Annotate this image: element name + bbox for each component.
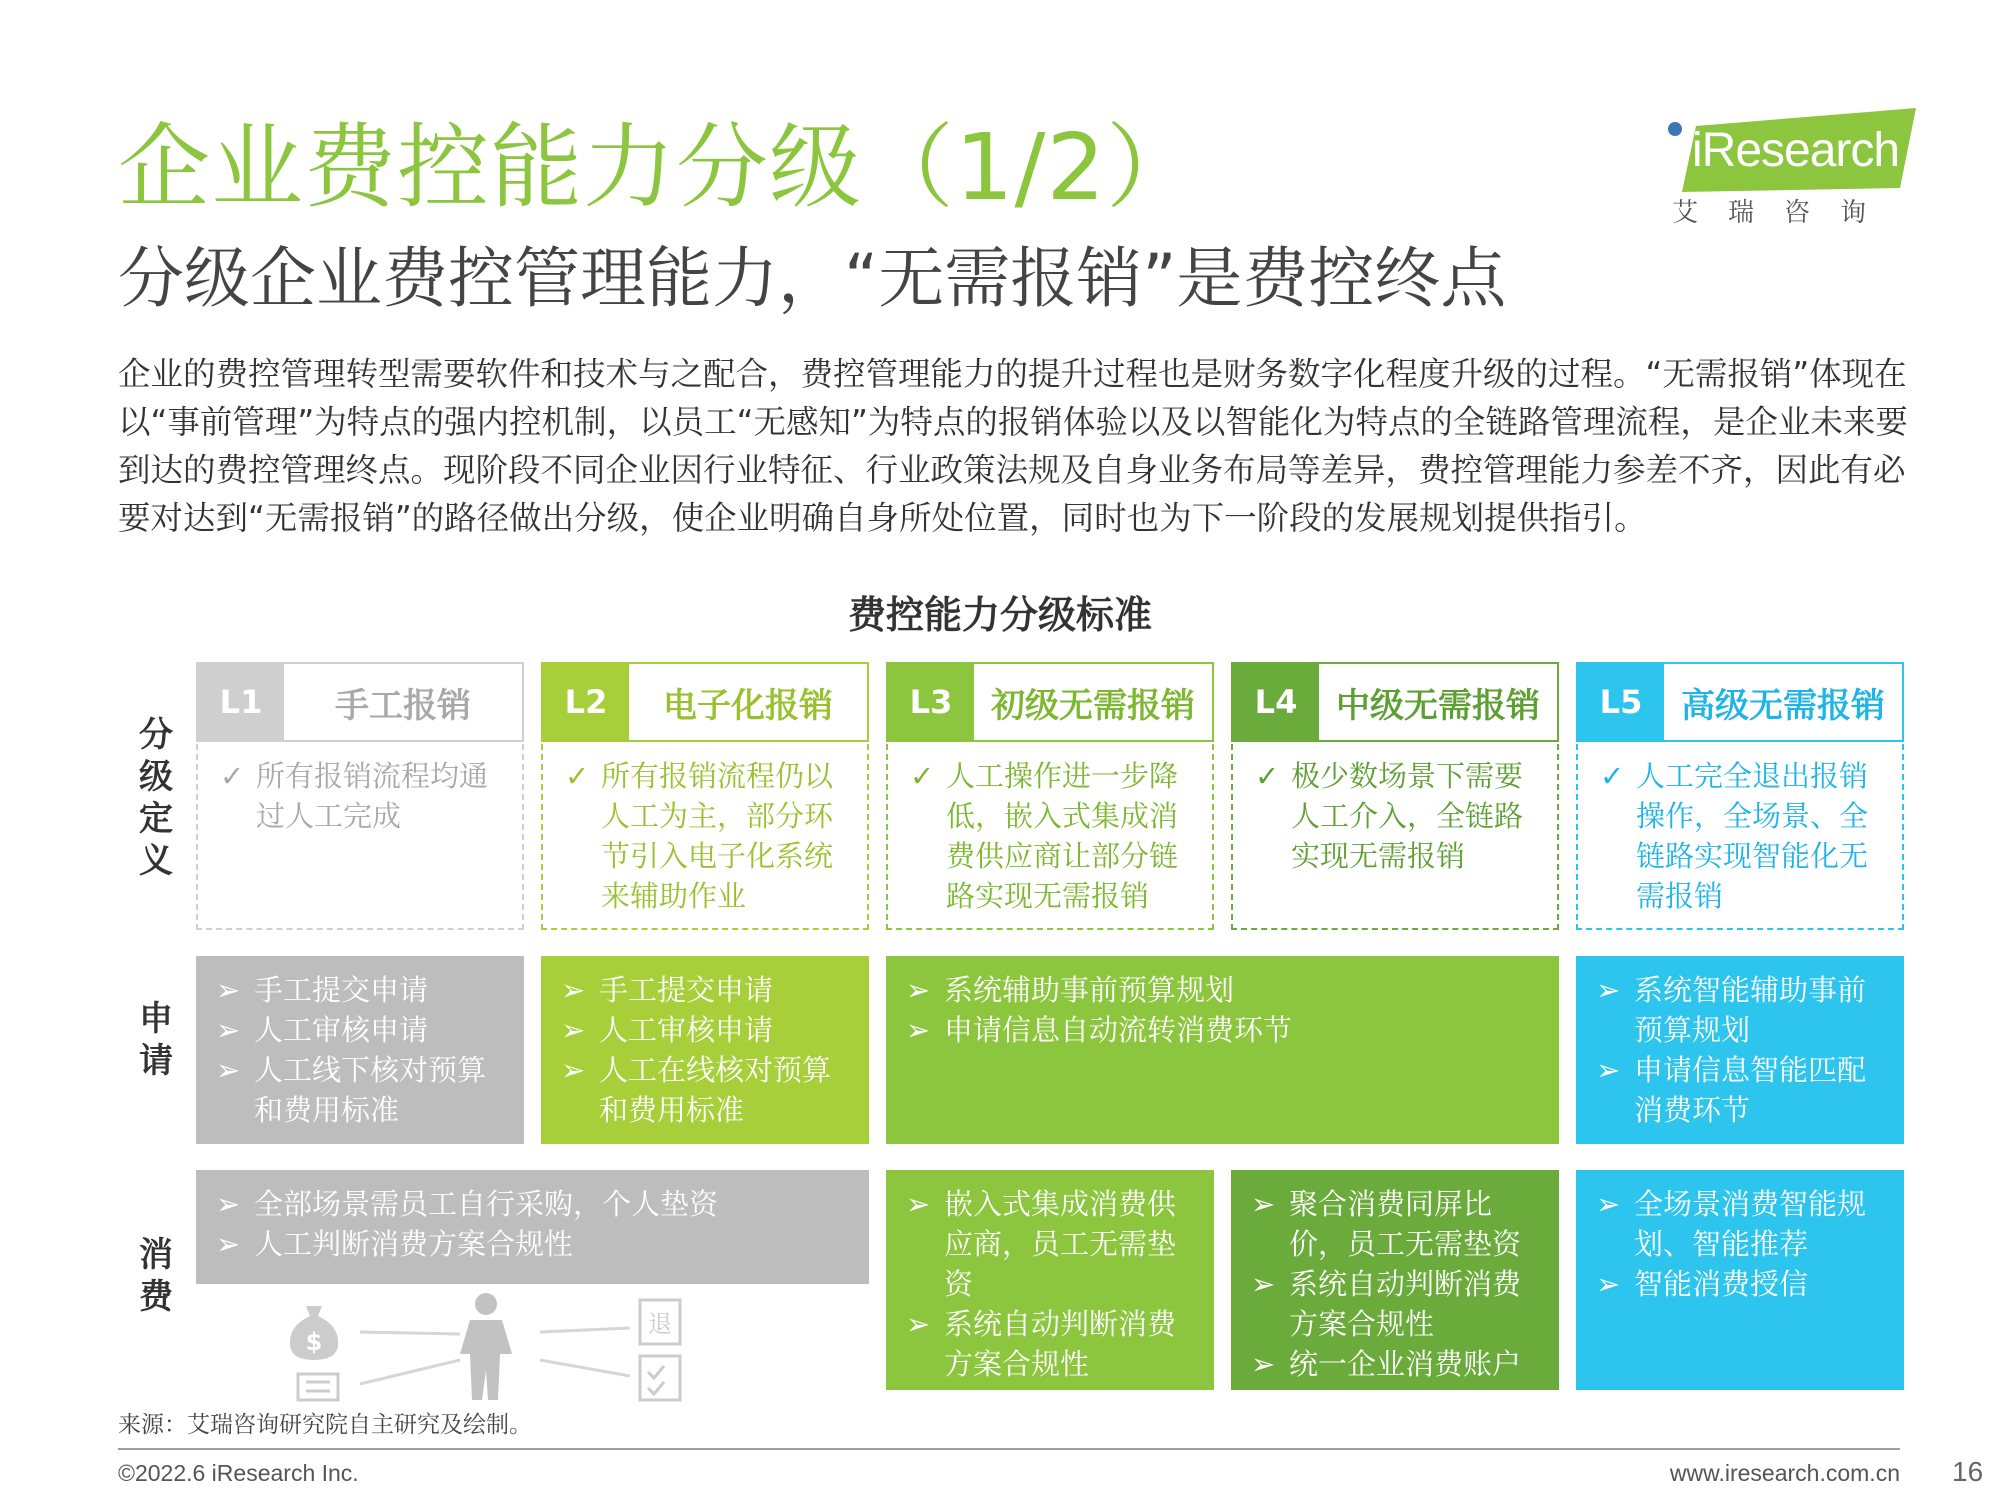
apply-text: 手工提交申请 xyxy=(599,973,774,1007)
arrow-icon: ➢ xyxy=(216,1013,241,1047)
apply-text: 手工提交申请 xyxy=(254,973,429,1007)
level-code: L3 xyxy=(888,664,974,740)
money-bag-icon xyxy=(290,1306,338,1360)
page-number: 16 xyxy=(1952,1456,1984,1487)
consume-box-l3 xyxy=(886,1170,1214,1390)
check-icon: ✓ xyxy=(910,759,935,793)
arrow-icon: ➢ xyxy=(561,1013,586,1047)
level-card-l3 xyxy=(886,662,1214,742)
level-name: 中级无需报销 xyxy=(1319,664,1557,740)
arrow-icon: ➢ xyxy=(1596,973,1621,1007)
consume-text: 全场景消费智能规划、智能推荐 xyxy=(1634,1187,1867,1261)
check-icon: ✓ xyxy=(565,759,590,793)
list-item xyxy=(906,970,1545,1010)
arrow-icon: ➢ xyxy=(906,1187,931,1221)
row-label-consume xyxy=(126,1234,186,1318)
consume-text: 智能消费授信 xyxy=(1634,1267,1809,1301)
checklist-icon xyxy=(640,1356,680,1400)
apply-text: 人工在线核对预算和费用标准 xyxy=(599,1053,832,1127)
arrow-icon: ➢ xyxy=(1251,1347,1276,1381)
arrow-icon: ➢ xyxy=(1251,1267,1276,1301)
definition-text: 所有报销流程仍以人工为主，部分环节引入电子化系统来辅助作业 xyxy=(601,759,834,913)
arrow-icon: ➢ xyxy=(906,1013,931,1047)
intro-paragraph: 企业的费控管理转型需要软件和技术与之配合，费控管理能力的提升过程也是财务数字化程度升级的过程。“无需报销”体现在以“事前管理”为特点的强内控机制，以员工“无感知”为特点的报销体验以及以智能化为特点的全链路管理流程，是企业未来要到达的费控管理终点。现阶段不同企业因行业特征、行业政策法规及自身业务布局等差异，费控管理能力参差不齐，因此有必要对达到“无需报销”的路径做出分级，使企业明确自身所处位置，同时也为下一阶段的发展规划提供指引。 xyxy=(118,355,1908,537)
website-link[interactable]: www.iresearch.com.cn xyxy=(1669,1460,1900,1486)
apply-text: 申请信息智能匹配消费环节 xyxy=(1634,1053,1867,1127)
definition-text: 人工完全退出报销操作，全场景、全链路实现智能化无需报销 xyxy=(1636,759,1869,913)
apply-box-l1 xyxy=(196,956,524,1144)
arrow-icon: ➢ xyxy=(1596,1267,1621,1301)
definition-box-l5 xyxy=(1576,744,1904,930)
consume-text: 聚合消费同屏比价，员工无需垫资 xyxy=(1289,1187,1522,1261)
list-item xyxy=(216,970,510,1010)
list-item xyxy=(1596,1264,1890,1304)
person-icon xyxy=(460,1293,512,1400)
invoice-icon xyxy=(298,1374,338,1400)
list-item xyxy=(561,1010,855,1050)
check-icon: ✓ xyxy=(1600,759,1625,793)
arrow-icon: ➢ xyxy=(216,1227,241,1261)
list-item xyxy=(906,1010,1545,1050)
dollar-symbol: $ xyxy=(305,1328,323,1356)
list-item xyxy=(216,1050,510,1130)
section-title: 费控能力分级标准 xyxy=(847,593,1152,637)
arrow-icon: ➢ xyxy=(561,973,586,1007)
row-label-definition xyxy=(126,714,186,882)
refund-document-icon xyxy=(640,1300,680,1344)
list-item xyxy=(216,1010,510,1050)
level-name: 手工报销 xyxy=(284,664,522,740)
consume-text: 系统自动判断消费方案合规性 xyxy=(1289,1267,1522,1341)
definition-text: 所有报销流程均通过人工完成 xyxy=(256,759,489,833)
row-label-apply xyxy=(126,998,186,1082)
definition-text: 极少数场景下需要人工介入，全链路实现无需报销 xyxy=(1291,759,1524,873)
list-item xyxy=(906,1304,1200,1384)
row-label-text: 申请 xyxy=(139,999,173,1081)
level-code: L2 xyxy=(543,664,629,740)
iresearch-logo xyxy=(1660,104,1916,232)
manual-reimbursement-illustration xyxy=(280,1292,700,1402)
refund-char: 退 xyxy=(648,1310,672,1338)
footer-divider xyxy=(118,1448,1900,1450)
arrow-icon: ➢ xyxy=(906,973,931,1007)
arrow-icon: ➢ xyxy=(1596,1187,1621,1221)
row-label-text: 分级定义 xyxy=(139,715,173,881)
arrow-icon: ➢ xyxy=(216,1053,241,1087)
check-icon: ✓ xyxy=(1255,759,1280,793)
level-card-l4 xyxy=(1231,662,1559,742)
definition-box-l4 xyxy=(1231,744,1559,930)
definition-box-l1 xyxy=(196,744,524,930)
check-icon: ✓ xyxy=(220,759,245,793)
list-item xyxy=(906,1184,1200,1304)
definition-box-l3 xyxy=(886,744,1214,930)
arrow-icon: ➢ xyxy=(216,1187,241,1221)
list-item xyxy=(216,1184,855,1224)
list-item xyxy=(1251,1344,1545,1384)
list-item xyxy=(1596,1184,1890,1264)
copyright: ©2022.6 iResearch Inc. xyxy=(118,1460,359,1486)
level-card-l5 xyxy=(1576,662,1904,742)
consume-text: 系统自动判断消费方案合规性 xyxy=(944,1307,1177,1381)
arrow-icon: ➢ xyxy=(561,1053,586,1087)
definition-text: 人工操作进一步降低，嵌入式集成消费供应商让部分链路实现无需报销 xyxy=(946,759,1179,913)
apply-text: 系统智能辅助事前预算规划 xyxy=(1634,973,1867,1047)
level-code: L5 xyxy=(1578,664,1664,740)
consume-text: 全部场景需员工自行采购，个人垫资 xyxy=(254,1187,719,1221)
page-subtitle: 分级企业费控管理能力，“无需报销”是费控终点 xyxy=(118,240,1507,317)
list-item xyxy=(1251,1184,1545,1264)
apply-box-l2 xyxy=(541,956,869,1144)
apply-box-l3-l4 xyxy=(886,956,1559,1144)
arrow-icon: ➢ xyxy=(906,1307,931,1341)
list-item xyxy=(216,1224,855,1264)
level-name: 电子化报销 xyxy=(629,664,867,740)
consume-box-l5 xyxy=(1576,1170,1904,1390)
definition-box-l2 xyxy=(541,744,869,930)
source-note: 来源：艾瑞咨询研究院自主研究及绘制。 xyxy=(118,1412,532,1438)
consume-text: 嵌入式集成消费供应商，员工无需垫资 xyxy=(944,1187,1177,1301)
page-title: 企业费控能力分级（1/2） xyxy=(118,114,1200,221)
list-item xyxy=(561,1050,855,1130)
arrow-icon: ➢ xyxy=(1251,1187,1276,1221)
apply-text: 人工审核申请 xyxy=(254,1013,429,1047)
level-code: L4 xyxy=(1233,664,1319,740)
level-name: 初级无需报销 xyxy=(974,664,1212,740)
apply-text: 系统辅助事前预算规划 xyxy=(944,973,1235,1007)
consume-text: 人工判断消费方案合规性 xyxy=(254,1227,574,1261)
apply-text: 申请信息自动流转消费环节 xyxy=(944,1013,1293,1047)
logo-chinese-name: 艾瑞咨询 xyxy=(1672,198,1897,228)
consume-text: 统一企业消费账户 xyxy=(1289,1347,1522,1381)
arrow-icon: ➢ xyxy=(1596,1053,1621,1087)
consume-box-l4 xyxy=(1231,1170,1559,1390)
list-item xyxy=(1251,1264,1545,1344)
level-code: L1 xyxy=(198,664,284,740)
list-item xyxy=(561,970,855,1010)
logo-dot-icon xyxy=(1668,122,1682,136)
list-item xyxy=(1596,1050,1890,1130)
apply-box-l5 xyxy=(1576,956,1904,1144)
level-name: 高级无需报销 xyxy=(1664,664,1902,740)
apply-text: 人工线下核对预算和费用标准 xyxy=(254,1053,487,1127)
row-label-text: 消费 xyxy=(139,1235,173,1317)
list-item xyxy=(1596,970,1890,1050)
level-card-l1 xyxy=(196,662,524,742)
apply-text: 人工审核申请 xyxy=(599,1013,774,1047)
logo-wordmark: iResearch xyxy=(1692,124,1900,177)
arrow-icon: ➢ xyxy=(216,973,241,1007)
consume-box-l1-l2 xyxy=(196,1170,869,1284)
level-card-l2 xyxy=(541,662,869,742)
